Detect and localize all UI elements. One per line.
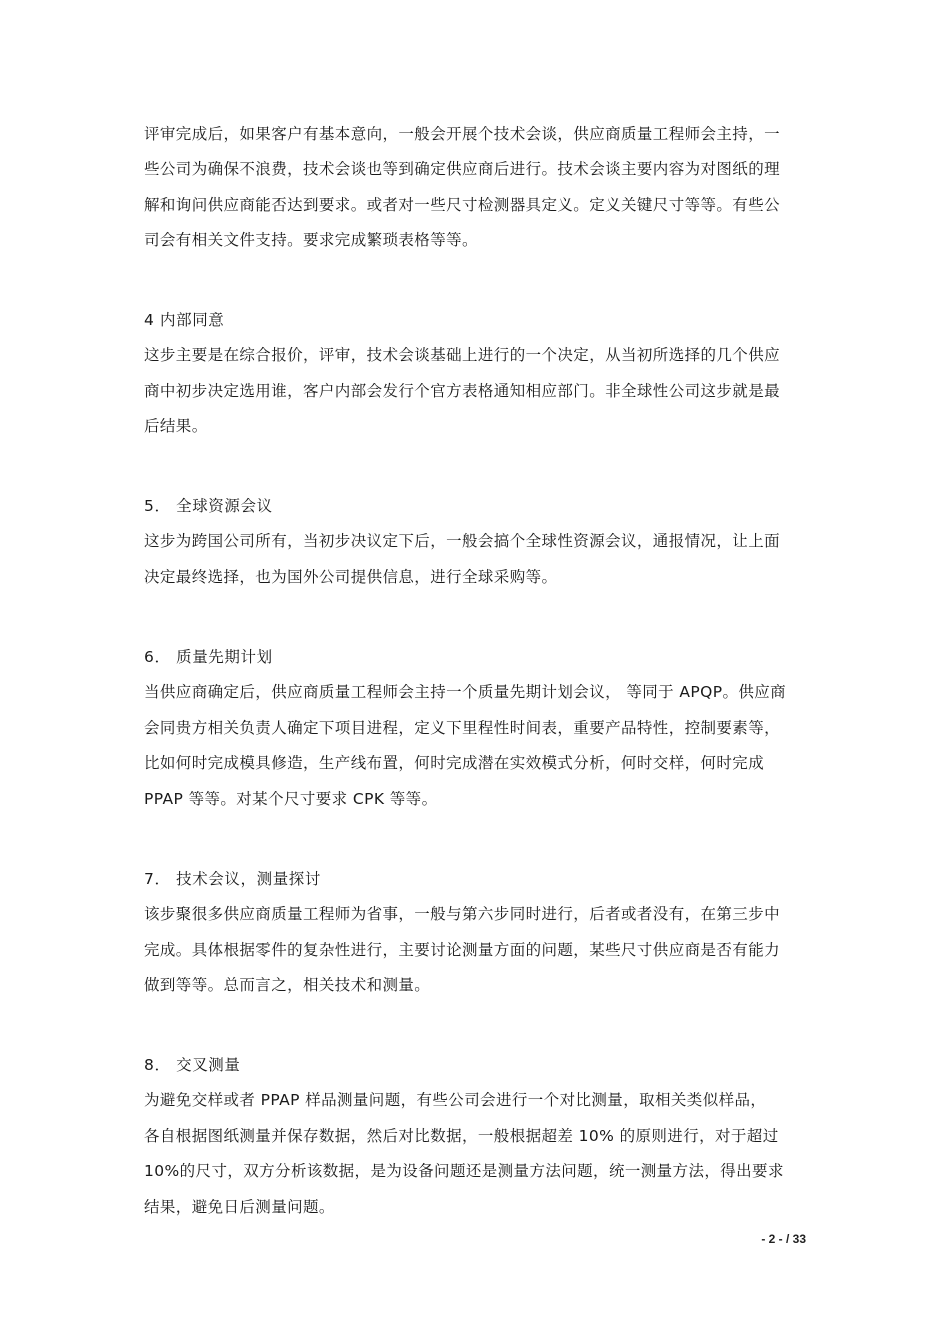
paragraph-line: PPAP 等等。对某个尺寸要求 CPK 等等。 — [144, 790, 438, 808]
paragraph-line: 10%的尺寸，双方分析该数据，是为设备问题还是测量方法问题，统一测量方法，得出要求 — [144, 1162, 784, 1180]
paragraph-line: 比如何时完成模具修造，生产线布置，何时完成潜在实效模式分析，何时交样，何时完成 — [144, 754, 765, 772]
paragraph-line: 司会有相关文件支持。要求完成繁琐表格等等。 — [144, 231, 478, 249]
paragraph-line: 各自根据图纸测量并保存数据，然后对比数据，一般根据超差 10% 的原则进行，对于超过 — [144, 1127, 779, 1145]
paragraph-line: 解和询问供应商能否达到要求。或者对一些尺寸检测器具定义。定义关键尺寸等等。有些公 — [144, 196, 781, 214]
section-heading-5: 5． 全球资源会议 — [144, 497, 273, 515]
paragraph-line: 会同贵方相关负责人确定下项目进程，定义下里程性时间表，重要产品特性，控制要素等， — [144, 719, 781, 737]
paragraph-line: 些公司为确保不浪费，技术会谈也等到确定供应商后进行。技术会谈主要内容为对图纸的理 — [144, 160, 781, 178]
paragraph-line: 做到等等。总而言之，相关技术和测量。 — [144, 976, 431, 994]
paragraph-line: 为避免交样或者 PPAP 样品测量问题，有些公司会进行一个对比测量，取相关类似样品， — [144, 1091, 767, 1109]
section-heading-6: 6． 质量先期计划 — [144, 648, 273, 666]
paragraph-line: 当供应商确定后，供应商质量工程师会主持一个质量先期计划会议， 等同于 APQP。供应商 — [144, 683, 787, 701]
paragraph-line: 这步为跨国公司所有，当初步决议定下后，一般会搞个全球性资源会议，通报情况，让上面 — [144, 532, 781, 550]
paragraph-line: 决定最终选择，也为国外公司提供信息，进行全球采购等。 — [144, 568, 558, 586]
paragraph-line: 这步主要是在综合报价，评审，技术会谈基础上进行的一个决定，从当初所选择的几个供应 — [144, 346, 781, 364]
section-heading-4: 4 内部同意 — [144, 311, 225, 329]
section-heading-7: 7． 技术会议，测量探讨 — [144, 870, 321, 888]
paragraph-line: 商中初步决定选用谁，客户内部会发行个官方表格通知相应部门。非全球性公司这步就是最 — [144, 382, 781, 400]
paragraph-line: 完成。具体根据零件的复杂性进行，主要讨论测量方面的问题，某些尺寸供应商是否有能力 — [144, 941, 781, 959]
section-heading-8: 8． 交叉测量 — [144, 1056, 241, 1074]
paragraph-line: 后结果。 — [144, 417, 208, 435]
paragraph-line: 该步聚很多供应商质量工程师为省事，一般与第六步同时进行，后者或者没有，在第三步中 — [144, 905, 781, 923]
page-number: - 2 - / 33 — [761, 1232, 806, 1246]
paragraph-line: 评审完成后，如果客户有基本意向，一般会开展个技术会谈，供应商质量工程师会主持，一 — [144, 125, 781, 143]
paragraph-line: 结果，避免日后测量问题。 — [144, 1198, 335, 1216]
